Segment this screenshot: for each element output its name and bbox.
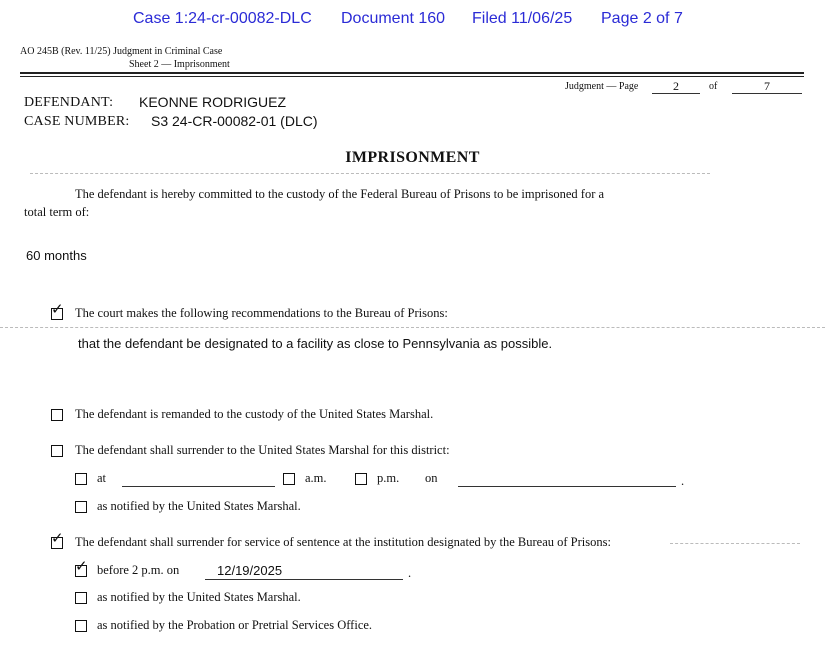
surrender-notified-marshal-checkbox[interactable] [75,501,87,513]
surrender-date-field[interactable] [458,486,676,487]
stamp-filed: Filed 11/06/25 [472,10,573,27]
scan-artifact-line-3 [670,543,800,544]
surrender-notified-marshal-label: as notified by the United States Marshal. [97,499,301,513]
before-date-label: before 2 p.m. on [97,563,180,577]
check-mark-icon: ✓ [51,529,64,547]
institution-notified-probation-checkbox[interactable] [75,620,87,632]
surrender-on-label: on [425,471,438,485]
header-rule-thin [20,76,804,77]
scan-artifact-line-2 [0,327,825,328]
surrender-marshal-label: The defendant shall surrender to the United States Marshal for this district: [75,443,450,457]
defendant-name: KEONNE RODRIGUEZ [139,94,287,110]
surrender-am-checkbox[interactable] [283,473,295,485]
header-rule-thick [20,72,804,74]
judgment-page-underline [652,93,700,94]
case-number: S3 24-CR-00082-01 (DLC) [151,113,318,129]
case-number-label: CASE NUMBER: [24,114,130,129]
remanded-checkbox[interactable] [51,409,63,421]
surrender-date-underline [205,579,403,580]
institution-notified-probation-label: as notified by the Probation or Pretrial Services Office. [97,618,373,632]
scan-artifact-line [30,173,710,174]
judgment-total-underline [732,93,802,94]
judgment-total-pages: 7 [764,79,770,93]
remanded-label: The defendant is remanded to the custody of the United States Marshal. [75,407,434,421]
surrender-am-label: a.m. [305,471,327,485]
surrender-at-checkbox[interactable] [75,473,87,485]
surrender-marshal-checkbox[interactable] [51,445,63,457]
section-title: IMPRISONMENT [345,149,480,166]
commitment-line-2: total term of: [24,205,90,219]
form-sheet: Sheet 2 — Imprisonment [129,59,230,70]
form-id: AO 245B (Rev. 11/25) [20,46,111,57]
surrender-at-label: at [97,471,107,485]
surrender-time-field[interactable] [122,486,275,487]
term-of-imprisonment: 60 months [26,248,87,263]
check-mark-icon: ✓ [51,300,64,318]
institution-notified-marshal-checkbox[interactable] [75,592,87,604]
surrender-institution-label: The defendant shall surrender for service of sentence at the institution designated by the Bureau of Prisons: [75,535,611,549]
form-header [20,45,222,58]
defendant-label: DEFENDANT: [24,95,114,110]
surrender-pm-checkbox[interactable] [355,473,367,485]
surrender-date-period: . [408,566,412,580]
stamp-document: Document 160 [341,10,446,27]
recommendations-label: The court makes the following recommendations to the Bureau of Prisons: [75,306,448,320]
judgment-page-number: 2 [673,79,679,93]
recommendations-text: that the defendant be designated to a facility as close to Pennsylvania as possible. [78,336,553,351]
surrender-period: . [681,474,685,488]
judgment-page-label: Judgment — Page [565,81,639,92]
check-mark-icon: ✓ [75,557,88,575]
surrender-pm-label: p.m. [377,471,400,485]
institution-notified-marshal-label: as notified by the United States Marshal. [97,590,301,604]
stamp-page: Page 2 of 7 [601,10,683,27]
judgment-of-label: of [709,81,718,92]
form-title: Judgment in Criminal Case [113,46,223,57]
surrender-date: 12/19/2025 [217,563,283,578]
stamp-case: Case 1:24-cr-00082-DLC [133,10,312,27]
commitment-line-1: The defendant is hereby committed to the custody of the Federal Bureau of Prisons to be imprisoned for a [75,187,605,201]
